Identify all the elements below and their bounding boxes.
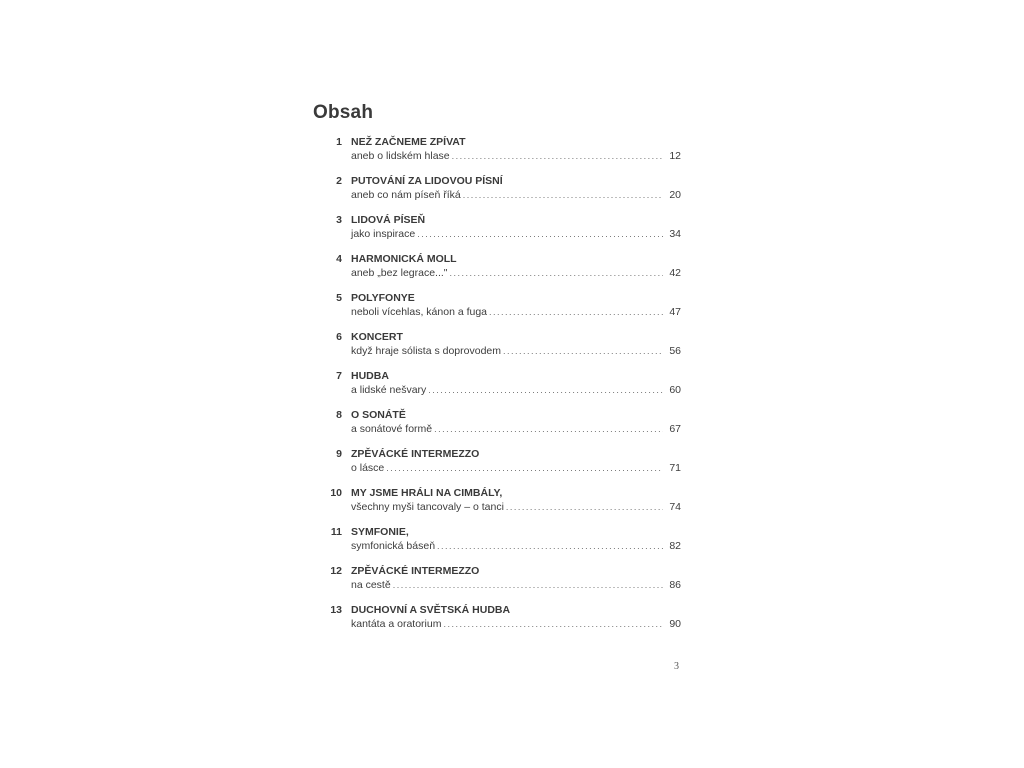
chapter-title: ZPĚVÁCKÉ INTERMEZZO xyxy=(351,448,480,460)
chapter-subtitle: všechny myši tancovaly – o tanci xyxy=(351,501,504,513)
chapter-number: 3 xyxy=(336,214,342,226)
toc-entry[interactable] xyxy=(318,484,684,523)
chapter-title: KONCERT xyxy=(351,331,403,343)
chapter-page: 67 xyxy=(669,423,681,435)
chapter-subtitle: aneb o lidském hlase xyxy=(351,150,450,162)
chapter-subtitle: symfonická báseň xyxy=(351,540,436,552)
chapter-subline xyxy=(351,267,681,279)
chapter-subtitle: aneb co nám píseň říká xyxy=(351,189,461,201)
chapter-number: 1 xyxy=(336,136,342,148)
chapter-number: 9 xyxy=(336,448,342,460)
chapter-number: 2 xyxy=(336,175,342,187)
dot-leader xyxy=(428,385,663,395)
toc-entry[interactable] xyxy=(318,601,684,640)
chapter-subline xyxy=(351,150,681,162)
chapter-page: 71 xyxy=(669,462,681,474)
dot-leader xyxy=(489,307,663,317)
chapter-subline xyxy=(351,384,681,396)
chapter-page: 20 xyxy=(669,189,681,201)
toc-entry[interactable] xyxy=(318,367,684,406)
dot-leader xyxy=(437,541,663,551)
chapter-subtitle: neboli vícehlas, kánon a fuga xyxy=(351,306,488,318)
chapter-title: HUDBA xyxy=(351,370,389,382)
chapter-page: 47 xyxy=(669,306,681,318)
dot-leader xyxy=(386,463,663,473)
chapter-subline xyxy=(351,618,681,630)
toc-entry[interactable] xyxy=(318,172,684,211)
toc-entry[interactable] xyxy=(318,250,684,289)
chapter-title: LIDOVÁ PÍSEŇ xyxy=(351,214,426,226)
chapter-page: 56 xyxy=(669,345,681,357)
chapter-subline xyxy=(351,540,681,552)
chapter-number: 13 xyxy=(330,604,342,616)
dot-leader xyxy=(503,346,663,356)
chapter-page: 86 xyxy=(669,579,681,591)
chapter-subtitle: a sonátové formě xyxy=(351,423,433,435)
toc-entry[interactable] xyxy=(318,133,684,172)
toc-entry[interactable] xyxy=(318,562,684,601)
chapter-title: DUCHOVNÍ A SVĚTSKÁ HUDBA xyxy=(351,604,511,616)
toc-entry[interactable] xyxy=(318,445,684,484)
chapter-number: 7 xyxy=(336,370,342,382)
dot-leader xyxy=(434,424,663,434)
chapter-subline xyxy=(351,228,681,240)
page-title: Obsah xyxy=(313,102,374,123)
chapter-subtitle: a lidské nešvary xyxy=(351,384,427,396)
chapter-subtitle: aneb „bez legrace..." xyxy=(351,267,448,279)
chapter-title: HARMONICKÁ MOLL xyxy=(351,253,457,265)
chapter-subline xyxy=(351,345,681,357)
chapter-subline xyxy=(351,501,681,513)
chapter-title: PUTOVÁNÍ ZA LIDOVOU PÍSNÍ xyxy=(351,175,503,187)
chapter-number: 5 xyxy=(336,292,342,304)
dot-leader xyxy=(393,580,663,590)
chapter-page: 42 xyxy=(669,267,681,279)
toc-entry[interactable] xyxy=(318,328,684,367)
chapter-subline xyxy=(351,189,681,201)
chapter-page: 34 xyxy=(669,228,681,240)
chapter-page: 90 xyxy=(669,618,681,630)
chapter-page: 82 xyxy=(669,540,681,552)
dot-leader xyxy=(443,619,663,629)
chapter-subtitle: o lásce xyxy=(351,462,385,474)
chapter-title: NEŽ ZAČNEME ZPÍVAT xyxy=(351,136,466,148)
chapter-number: 6 xyxy=(336,331,342,343)
dot-leader xyxy=(463,190,663,200)
chapter-subline xyxy=(351,423,681,435)
chapter-subline xyxy=(351,579,681,591)
toc-entry[interactable] xyxy=(318,211,684,250)
chapter-number: 11 xyxy=(330,526,342,538)
chapter-subtitle: kantáta a oratorium xyxy=(351,618,442,630)
chapter-title: O SONÁTĚ xyxy=(351,409,406,421)
chapter-page: 12 xyxy=(669,150,681,162)
chapter-number: 4 xyxy=(336,253,342,265)
chapter-subtitle: na cestě xyxy=(351,579,391,591)
toc-entry[interactable] xyxy=(318,406,684,445)
page-number: 3 xyxy=(674,661,679,672)
toc-entry[interactable] xyxy=(318,289,684,328)
chapter-subline xyxy=(351,462,681,474)
chapter-number: 8 xyxy=(336,409,342,421)
chapter-subtitle: když hraje sólista s doprovodem xyxy=(351,345,501,357)
dot-leader xyxy=(452,151,663,161)
chapter-page: 60 xyxy=(669,384,681,396)
dot-leader xyxy=(450,268,663,278)
table-of-contents xyxy=(318,133,684,640)
chapter-page: 74 xyxy=(669,501,681,513)
chapter-number: 12 xyxy=(330,565,342,577)
dot-leader xyxy=(506,502,663,512)
chapter-subtitle: jako inspirace xyxy=(351,228,416,240)
chapter-number: 10 xyxy=(330,487,342,499)
chapter-title: ZPĚVÁCKÉ INTERMEZZO xyxy=(351,565,480,577)
chapter-title: POLYFONYE xyxy=(351,292,415,304)
chapter-title: MY JSME HRÁLI NA CIMBÁLY, xyxy=(351,487,503,499)
toc-entry[interactable] xyxy=(318,523,684,562)
dot-leader xyxy=(417,229,663,239)
chapter-subline xyxy=(351,306,681,318)
chapter-title: SYMFONIE, xyxy=(351,526,409,538)
